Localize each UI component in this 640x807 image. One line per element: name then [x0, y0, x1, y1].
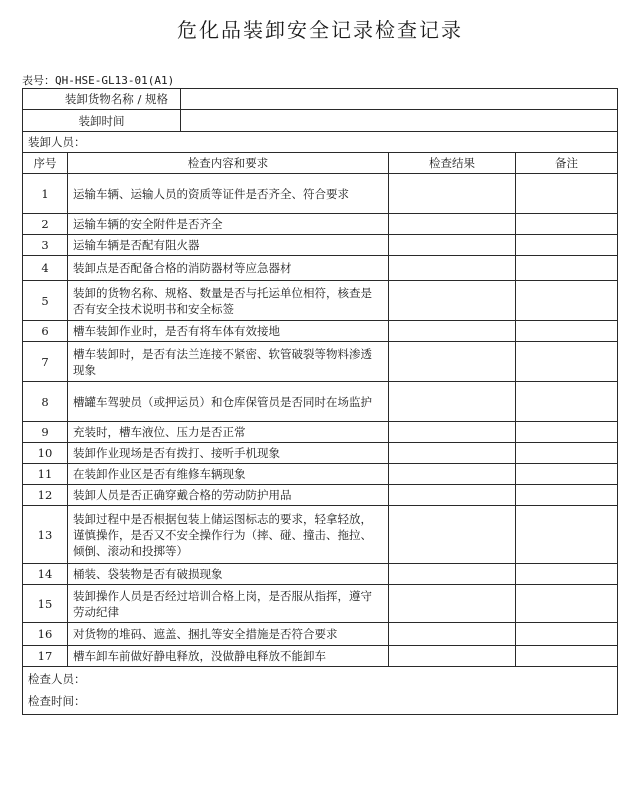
- table-row: [23, 564, 618, 585]
- item-remark-field[interactable]: [516, 321, 618, 342]
- item-result-field[interactable]: [389, 623, 516, 646]
- staff-field[interactable]: 装卸人员：: [23, 132, 618, 153]
- item-remark-field[interactable]: [516, 214, 618, 235]
- item-result-field[interactable]: [389, 342, 516, 382]
- item-content: 装卸的货物名称、规格、数量是否与托运单位相符，核查是否有安全技术说明书和安全标签: [68, 281, 389, 321]
- item-content: 槽车装卸作业时，是否有将车体有效接地: [68, 321, 389, 342]
- item-number: 9: [23, 422, 68, 443]
- item-result-field[interactable]: [389, 235, 516, 256]
- col-remark-header: 备注: [516, 153, 618, 174]
- item-number: 3: [23, 235, 68, 256]
- item-content: 装卸作业现场是否有拨打、接听手机现象: [68, 443, 389, 464]
- item-result-field[interactable]: [389, 256, 516, 281]
- column-header-row: [23, 153, 618, 174]
- item-content: 在装卸作业区是否有维修车辆现象: [68, 464, 389, 485]
- item-number: 5: [23, 281, 68, 321]
- time-row: [23, 110, 618, 132]
- item-remark-field[interactable]: [516, 382, 618, 422]
- item-result-field[interactable]: [389, 214, 516, 235]
- item-remark-field[interactable]: [516, 564, 618, 585]
- col-content-header: 检查内容和要求: [68, 153, 389, 174]
- staff-row: [23, 132, 618, 153]
- item-remark-field[interactable]: [516, 281, 618, 321]
- table-row: [23, 235, 618, 256]
- item-number: 16: [23, 623, 68, 646]
- table-row: [23, 646, 618, 667]
- item-remark-field[interactable]: [516, 422, 618, 443]
- item-number: 4: [23, 256, 68, 281]
- item-remark-field[interactable]: [516, 235, 618, 256]
- item-remark-field[interactable]: [516, 464, 618, 485]
- table-row: [23, 422, 618, 443]
- item-result-field[interactable]: [389, 485, 516, 506]
- item-number: 10: [23, 443, 68, 464]
- item-remark-field[interactable]: [516, 585, 618, 623]
- item-result-field[interactable]: [389, 464, 516, 485]
- footer-row: [23, 667, 618, 715]
- table-row: [23, 321, 618, 342]
- item-content: 槽罐车驾驶员（或押运员）和仓库保管员是否同时在场监护: [68, 382, 389, 422]
- cargo-label: 装卸货物名称 / 规格: [23, 89, 181, 110]
- table-row: [23, 214, 618, 235]
- page-title: 危化品装卸安全记录检查记录: [177, 18, 463, 42]
- col-no-header: 序号: [23, 153, 68, 174]
- inspector-field[interactable]: 检查人员：: [28, 672, 86, 686]
- form-code: 表号：QH-HSE-GL13-01(A1): [22, 74, 175, 87]
- col-result-header: 检查结果: [389, 153, 516, 174]
- table-row: [23, 506, 618, 564]
- item-remark-field[interactable]: [516, 342, 618, 382]
- table-row: [23, 464, 618, 485]
- item-number: 15: [23, 585, 68, 623]
- item-remark-field[interactable]: [516, 485, 618, 506]
- inspect-time-field[interactable]: 检查时间：: [28, 694, 86, 708]
- item-content: 装卸点是否配备合格的消防器材等应急器材: [68, 256, 389, 281]
- item-content: 装卸操作人员是否经过培训合格上岗，是否服从指挥，遵守劳动纪律: [68, 585, 389, 623]
- item-remark-field[interactable]: [516, 646, 618, 667]
- item-content: 运输车辆、运输人员的资质等证件是否齐全、符合要求: [68, 174, 389, 214]
- item-result-field[interactable]: [389, 506, 516, 564]
- item-number: 12: [23, 485, 68, 506]
- item-content: 桶装、袋装物是否有破损现象: [68, 564, 389, 585]
- item-number: 6: [23, 321, 68, 342]
- item-content: 运输车辆是否配有阻火器: [68, 235, 389, 256]
- item-remark-field[interactable]: [516, 174, 618, 214]
- item-number: 2: [23, 214, 68, 235]
- table-row: [23, 281, 618, 321]
- item-remark-field[interactable]: [516, 443, 618, 464]
- table-row: [23, 174, 618, 214]
- item-content: 充装时，槽车液位、压力是否正常: [68, 422, 389, 443]
- item-number: 7: [23, 342, 68, 382]
- item-number: 13: [23, 506, 68, 564]
- item-content: 装卸过程中是否根据包装上储运图标志的要求，轻拿轻放，谨慎操作，是否又不安全操作行为（摔、碰、撞击、拖拉、倾倒、滚动和投掷等）: [68, 506, 389, 564]
- time-value-field[interactable]: [181, 110, 618, 132]
- item-number: 11: [23, 464, 68, 485]
- table-row: [23, 623, 618, 646]
- table-row: [23, 585, 618, 623]
- item-result-field[interactable]: [389, 564, 516, 585]
- item-content: 槽车装卸时，是否有法兰连接不紧密、软管破裂等物料渗透现象: [68, 342, 389, 382]
- cargo-row: [23, 89, 618, 110]
- table-row: [23, 256, 618, 281]
- item-result-field[interactable]: [389, 382, 516, 422]
- table-row: [23, 342, 618, 382]
- item-result-field[interactable]: [389, 585, 516, 623]
- inspection-table: [22, 88, 618, 715]
- table-row: [23, 382, 618, 422]
- item-content: 对货物的堆码、遮盖、捆扎等安全措施是否符合要求: [68, 623, 389, 646]
- item-result-field[interactable]: [389, 443, 516, 464]
- item-result-field[interactable]: [389, 174, 516, 214]
- item-content: 运输车辆的安全附件是否齐全: [68, 214, 389, 235]
- time-label: 装卸时间: [23, 110, 181, 132]
- item-remark-field[interactable]: [516, 623, 618, 646]
- item-result-field[interactable]: [389, 281, 516, 321]
- item-number: 14: [23, 564, 68, 585]
- item-result-field[interactable]: [389, 321, 516, 342]
- item-remark-field[interactable]: [516, 506, 618, 564]
- item-result-field[interactable]: [389, 422, 516, 443]
- item-number: 8: [23, 382, 68, 422]
- item-result-field[interactable]: [389, 646, 516, 667]
- item-number: 1: [23, 174, 68, 214]
- table-row: [23, 443, 618, 464]
- table-row: [23, 485, 618, 506]
- item-number: 17: [23, 646, 68, 667]
- cargo-value-field[interactable]: [181, 89, 618, 110]
- footer-cell: [23, 667, 618, 715]
- item-content: 槽车卸车前做好静电释放，没做静电释放不能卸车: [68, 646, 389, 667]
- item-content: 装卸人员是否正确穿戴合格的劳动防护用品: [68, 485, 389, 506]
- item-remark-field[interactable]: [516, 256, 618, 281]
